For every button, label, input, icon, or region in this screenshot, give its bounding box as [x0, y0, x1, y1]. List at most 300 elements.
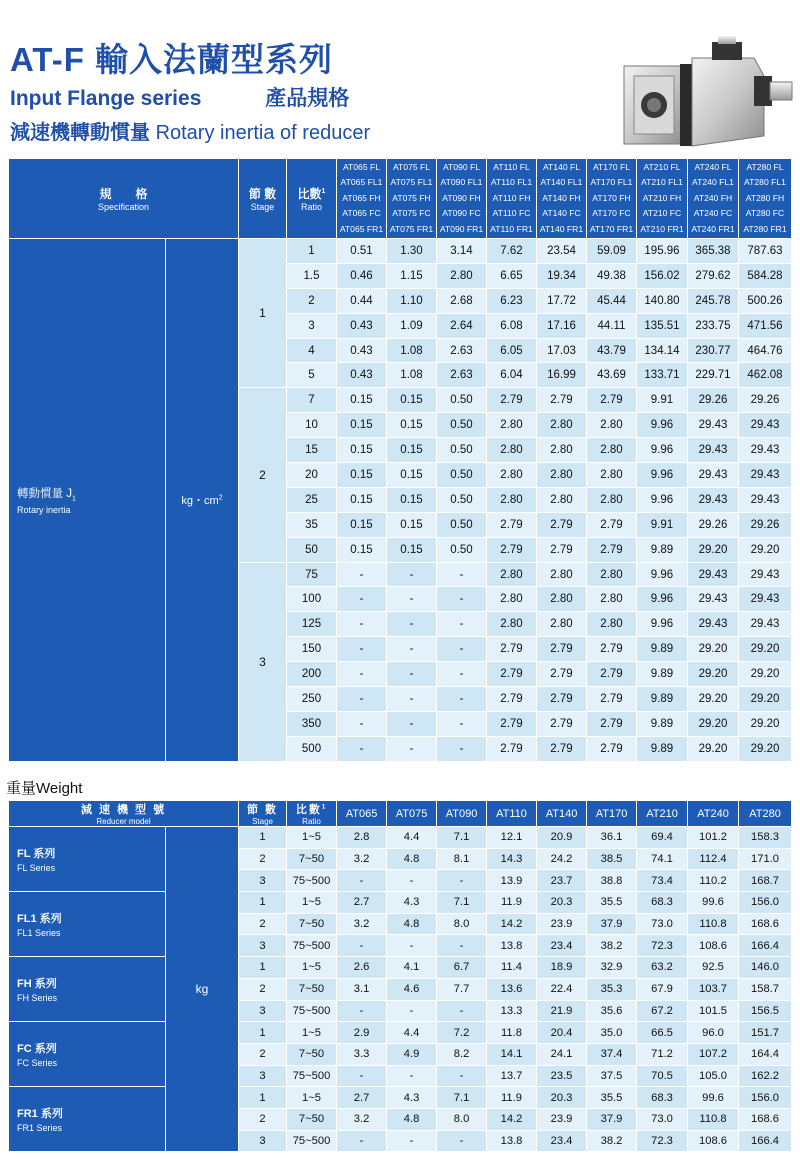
- inertia-value-cell: 29.26: [739, 512, 792, 537]
- weight-value-cell: 105.0: [688, 1065, 739, 1087]
- weight-value-cell: 35.5: [587, 892, 637, 914]
- inertia-value-cell: 29.20: [688, 736, 739, 761]
- weight-value-cell: 23.9: [537, 913, 587, 935]
- inertia-value-cell: 9.91: [637, 512, 688, 537]
- weight-value-cell: 23.7: [537, 870, 587, 892]
- weight-value-cell: 2.7: [337, 1087, 387, 1109]
- model-name: AT140 FR1: [539, 223, 584, 234]
- weight-stage-cell: 2: [239, 978, 287, 1000]
- model-name: AT090 FH: [442, 192, 481, 203]
- ratio-header-zh: [287, 185, 336, 202]
- weight-value-cell: 11.9: [487, 1087, 537, 1109]
- inertia-value-cell: -: [337, 687, 387, 712]
- weight-value-cell: 12.1: [487, 827, 537, 849]
- weight-value-cell: -: [337, 1130, 387, 1152]
- weight-value-cell: 96.0: [688, 1022, 739, 1044]
- model-name: AT170 FL1: [590, 177, 633, 188]
- inertia-value-cell: 2.63: [437, 363, 487, 388]
- weight-value-cell: -: [387, 935, 437, 957]
- inertia-value-cell: 6.04: [487, 363, 537, 388]
- weight-value-cell: 8.0: [437, 913, 487, 935]
- inertia-value-cell: 2.64: [437, 313, 487, 338]
- weight-value-cell: 22.4: [537, 978, 587, 1000]
- weight-value-cell: 20.9: [537, 827, 587, 849]
- inertia-value-cell: 2.79: [537, 637, 587, 662]
- weight-value-cell: 38.2: [587, 935, 637, 957]
- model-name: AT280 FR1: [743, 223, 787, 234]
- inertia-value-cell: 9.96: [637, 587, 688, 612]
- model-header: [637, 159, 688, 239]
- model-header: [387, 159, 437, 239]
- weight-value-cell: -: [387, 1130, 437, 1152]
- weight-value-cell: 32.9: [587, 957, 637, 979]
- ratio-cell: 7: [287, 388, 337, 413]
- series-label-en: FL Series: [17, 863, 56, 874]
- inertia-value-cell: -: [337, 612, 387, 637]
- weight-value-cell: 4.4: [387, 1022, 437, 1044]
- weight-value-cell: 24.2: [537, 848, 587, 870]
- weight-value-cell: 101.2: [688, 827, 739, 849]
- spec-header: [9, 159, 239, 239]
- inertia-value-cell: -: [337, 662, 387, 687]
- inertia-value-cell: 195.96: [637, 239, 688, 264]
- inertia-value-cell: -: [437, 711, 487, 736]
- inertia-value-cell: 2.80: [587, 562, 637, 587]
- inertia-value-cell: 0.50: [437, 438, 487, 463]
- weight-ratio-cell: 1~5: [287, 1022, 337, 1044]
- reducer-model-header: [9, 801, 239, 827]
- subtitle-zh: 產品規格: [265, 87, 350, 110]
- ratio-cell: 1.5: [287, 263, 337, 288]
- weight-value-cell: -: [437, 935, 487, 957]
- model-header: [537, 159, 587, 239]
- inertia-value-cell: 7.62: [487, 239, 537, 264]
- weight-ratio-footnote-mark: 1: [321, 804, 328, 811]
- weight-stage-cell: 2: [239, 848, 287, 870]
- inertia-value-cell: 29.43: [739, 587, 792, 612]
- inertia-value-cell: 2.79: [587, 711, 637, 736]
- inertia-value-cell: 135.51: [637, 313, 688, 338]
- weight-value-cell: 108.6: [688, 935, 739, 957]
- section-title-inertia: [10, 116, 370, 145]
- inertia-value-cell: 2.79: [537, 537, 587, 562]
- section-title-inertia-zh: 減速機轉動慣量: [10, 122, 150, 144]
- inertia-value-cell: 29.20: [739, 711, 792, 736]
- inertia-value-cell: -: [387, 587, 437, 612]
- inertia-value-cell: 29.43: [688, 413, 739, 438]
- inertia-value-cell: -: [387, 662, 437, 687]
- inertia-value-cell: 2.79: [587, 537, 637, 562]
- weight-value-cell: 112.4: [688, 848, 739, 870]
- model-name: AT110 FL: [493, 161, 530, 172]
- weight-row: [9, 892, 792, 914]
- weight-value-cell: -: [437, 1065, 487, 1087]
- weight-value-cell: 13.6: [487, 978, 537, 1000]
- weight-model-header: AT140: [537, 801, 587, 827]
- weight-ratio-header-zh-text: 比數: [295, 804, 322, 816]
- weight-value-cell: -: [437, 1130, 487, 1152]
- inertia-value-cell: 2.79: [487, 637, 537, 662]
- inertia-value-cell: 3.14: [437, 239, 487, 264]
- inertia-value-cell: 2.80: [587, 487, 637, 512]
- inertia-value-cell: 0.51: [337, 239, 387, 264]
- weight-value-cell: 162.2: [739, 1065, 792, 1087]
- model-name: AT090 FL1: [440, 177, 483, 188]
- weight-value-cell: -: [387, 870, 437, 892]
- inertia-value-cell: 2.80: [487, 612, 537, 637]
- inertia-value-cell: 2.79: [587, 736, 637, 761]
- inertia-value-cell: -: [437, 562, 487, 587]
- inertia-value-cell: 2.79: [537, 711, 587, 736]
- inertia-value-cell: 245.78: [688, 288, 739, 313]
- inertia-value-cell: 29.43: [739, 438, 792, 463]
- inertia-value-cell: 2.79: [487, 388, 537, 413]
- weight-stage-cell: 2: [239, 1043, 287, 1065]
- inertia-value-cell: -: [437, 612, 487, 637]
- section-title-weight-zh: 重量: [6, 780, 37, 797]
- inertia-value-cell: 9.89: [637, 537, 688, 562]
- weight-ratio-cell: 75~500: [287, 1130, 337, 1152]
- weight-value-cell: 13.9: [487, 870, 537, 892]
- model-name: AT170 FC: [592, 208, 631, 219]
- ratio-header-zh-text: 比數: [297, 187, 322, 201]
- inertia-value-cell: 9.89: [637, 711, 688, 736]
- weight-value-cell: 23.9: [537, 1108, 587, 1130]
- weight-value-cell: 37.4: [587, 1043, 637, 1065]
- inertia-value-cell: 1.30: [387, 239, 437, 264]
- inertia-value-cell: 0.15: [387, 413, 437, 438]
- weight-table: [8, 800, 792, 1152]
- inertia-value-cell: -: [337, 711, 387, 736]
- inertia-value-cell: 2.80: [487, 562, 537, 587]
- weight-value-cell: 4.8: [387, 848, 437, 870]
- inertia-value-cell: 230.77: [688, 338, 739, 363]
- weight-value-cell: 3.1: [337, 978, 387, 1000]
- weight-ratio-cell: 7~50: [287, 913, 337, 935]
- inertia-value-cell: 29.43: [739, 487, 792, 512]
- weight-value-cell: 67.9: [637, 978, 688, 1000]
- model-name: AT110 FC: [492, 208, 531, 219]
- weight-value-cell: -: [437, 870, 487, 892]
- inertia-value-cell: -: [437, 587, 487, 612]
- model-name: AT075 FC: [392, 208, 431, 219]
- model-name: AT240 FL: [694, 161, 732, 172]
- weight-ratio-cell: 7~50: [287, 1108, 337, 1130]
- weight-value-cell: 13.3: [487, 1000, 537, 1022]
- weight-value-cell: -: [337, 1065, 387, 1087]
- inertia-value-cell: 45.44: [587, 288, 637, 313]
- inertia-value-cell: 2.80: [587, 612, 637, 637]
- inertia-value-cell: 0.43: [337, 363, 387, 388]
- weight-value-cell: 68.3: [637, 892, 688, 914]
- inertia-value-cell: 29.43: [688, 562, 739, 587]
- inertia-value-cell: -: [387, 711, 437, 736]
- weight-value-cell: 37.5: [587, 1065, 637, 1087]
- weight-value-cell: 37.9: [587, 1108, 637, 1130]
- inertia-value-cell: 29.20: [688, 537, 739, 562]
- inertia-value-cell: 2.79: [537, 662, 587, 687]
- inertia-value-cell: -: [437, 687, 487, 712]
- ratio-cell: 5: [287, 363, 337, 388]
- inertia-value-cell: 9.89: [637, 637, 688, 662]
- weight-model-header: AT065: [337, 801, 387, 827]
- weight-row: [9, 827, 792, 849]
- model-name: AT280 FL1: [744, 177, 786, 188]
- ratio-cell: 50: [287, 537, 337, 562]
- weight-value-cell: 8.1: [437, 848, 487, 870]
- weight-value-cell: 156.0: [739, 1087, 792, 1109]
- model-name: AT090 FC: [442, 208, 481, 219]
- weight-value-cell: 156.0: [739, 892, 792, 914]
- inertia-value-cell: 2.79: [537, 512, 587, 537]
- model-name: AT075 FH: [392, 192, 431, 203]
- inertia-row: [9, 239, 792, 264]
- inertia-value-cell: 2.80: [487, 487, 537, 512]
- ratio-cell: 150: [287, 637, 337, 662]
- weight-value-cell: 37.9: [587, 913, 637, 935]
- spec-header-en: Specification: [97, 202, 150, 212]
- inertia-value-cell: 0.50: [437, 413, 487, 438]
- model-name: AT110 FR1: [490, 223, 533, 234]
- inertia-value-cell: 43.69: [587, 363, 637, 388]
- weight-value-cell: 166.4: [739, 935, 792, 957]
- weight-ratio-cell: 1~5: [287, 827, 337, 849]
- model-name: AT065 FL1: [340, 177, 383, 188]
- weight-ratio-cell: 75~500: [287, 1000, 337, 1022]
- inertia-value-cell: 29.20: [739, 687, 792, 712]
- inertia-value-cell: 29.20: [688, 637, 739, 662]
- inertia-value-cell: 29.43: [688, 438, 739, 463]
- weight-value-cell: 3.2: [337, 848, 387, 870]
- model-name: AT110 FL1: [490, 177, 533, 188]
- inertia-value-cell: 29.20: [688, 711, 739, 736]
- inertia-value-cell: 9.96: [637, 438, 688, 463]
- weight-value-cell: 13.8: [487, 935, 537, 957]
- weight-stage-header-en: Stage: [252, 817, 273, 826]
- ratio-cell: 35: [287, 512, 337, 537]
- weight-stage-cell: 1: [239, 827, 287, 849]
- weight-ratio-cell: 1~5: [287, 892, 337, 914]
- inertia-value-cell: 9.89: [637, 687, 688, 712]
- series-label: [9, 1087, 166, 1152]
- inertia-value-cell: 29.43: [739, 562, 792, 587]
- weight-value-cell: 103.7: [688, 978, 739, 1000]
- ratio-cell: 100: [287, 587, 337, 612]
- model-name: AT170 FR1: [589, 223, 634, 234]
- inertia-value-cell: 500.26: [739, 288, 792, 313]
- inertia-value-cell: 0.50: [437, 537, 487, 562]
- model-name: AT065 FR1: [339, 223, 384, 234]
- weight-value-cell: 4.1: [387, 957, 437, 979]
- model-name: AT065 FC: [342, 208, 381, 219]
- inertia-value-cell: 9.91: [637, 388, 688, 413]
- inertia-value-cell: 2.80: [487, 587, 537, 612]
- inertia-label-en: Rotary inertia: [17, 504, 71, 515]
- inertia-value-cell: 1.10: [387, 288, 437, 313]
- weight-ratio-cell: 75~500: [287, 935, 337, 957]
- model-header: [688, 159, 739, 239]
- inertia-value-cell: 0.15: [337, 438, 387, 463]
- weight-value-cell: 99.6: [688, 1087, 739, 1109]
- inertia-value-cell: 29.43: [739, 413, 792, 438]
- weight-value-cell: 8.0: [437, 1108, 487, 1130]
- weight-model-header: AT110: [487, 801, 537, 827]
- inertia-unit-text: kg・cm: [181, 494, 219, 507]
- weight-value-cell: 14.2: [487, 913, 537, 935]
- inertia-value-cell: 140.80: [637, 288, 688, 313]
- weight-value-cell: 3.2: [337, 1108, 387, 1130]
- weight-model-header: AT210: [637, 801, 688, 827]
- weight-value-cell: 38.2: [587, 1130, 637, 1152]
- ratio-cell: 15: [287, 438, 337, 463]
- inertia-value-cell: 2.80: [537, 562, 587, 587]
- inertia-value-cell: 464.76: [739, 338, 792, 363]
- inertia-value-cell: -: [387, 612, 437, 637]
- gearbox-product-image: [614, 36, 794, 158]
- inertia-value-cell: 2.79: [487, 662, 537, 687]
- weight-value-cell: 3.2: [337, 913, 387, 935]
- inertia-row-label: [9, 239, 166, 762]
- ratio-header-en: Ratio: [300, 202, 322, 212]
- inertia-unit: [166, 239, 239, 762]
- weight-value-cell: -: [387, 1065, 437, 1087]
- inertia-value-cell: 9.89: [637, 736, 688, 761]
- series-label-en: FH Series: [17, 993, 58, 1004]
- inertia-value-cell: 787.63: [739, 239, 792, 264]
- weight-model-header: AT170: [587, 801, 637, 827]
- weight-value-cell: 23.4: [537, 1130, 587, 1152]
- inertia-value-cell: 2.80: [587, 413, 637, 438]
- weight-ratio-cell: 7~50: [287, 1043, 337, 1065]
- series-label-en: FL1 Series: [17, 928, 61, 939]
- weight-value-cell: 2.9: [337, 1022, 387, 1044]
- inertia-value-cell: 2.79: [537, 687, 587, 712]
- weight-model-header: AT240: [688, 801, 739, 827]
- weight-value-cell: 38.8: [587, 870, 637, 892]
- weight-stage-cell: 2: [239, 1108, 287, 1130]
- inertia-value-cell: 2.79: [587, 388, 637, 413]
- weight-model-header: AT280: [739, 801, 792, 827]
- inertia-value-cell: -: [387, 736, 437, 761]
- inertia-value-cell: 0.15: [387, 537, 437, 562]
- inertia-value-cell: 0.15: [387, 438, 437, 463]
- ratio-cell: 1: [287, 239, 337, 264]
- weight-value-cell: 4.8: [387, 1108, 437, 1130]
- weight-value-cell: -: [437, 1000, 487, 1022]
- weight-ratio-header-zh: [287, 801, 336, 817]
- weight-value-cell: 108.6: [688, 1130, 739, 1152]
- inertia-value-cell: 134.14: [637, 338, 688, 363]
- inertia-value-cell: 17.72: [537, 288, 587, 313]
- weight-ratio-cell: 75~500: [287, 870, 337, 892]
- weight-ratio-cell: 75~500: [287, 1065, 337, 1087]
- inertia-label-sub: 1: [71, 495, 76, 503]
- weight-value-cell: 107.2: [688, 1043, 739, 1065]
- series-label-zh: FH 系列: [17, 978, 57, 991]
- weight-value-cell: 70.5: [637, 1065, 688, 1087]
- inertia-value-cell: -: [387, 637, 437, 662]
- inertia-value-cell: 0.15: [387, 487, 437, 512]
- inertia-value-cell: 2.79: [587, 512, 637, 537]
- model-header: [487, 159, 537, 239]
- inertia-value-cell: 29.20: [739, 736, 792, 761]
- inertia-value-cell: 0.15: [387, 512, 437, 537]
- weight-value-cell: -: [387, 1000, 437, 1022]
- inertia-value-cell: 229.71: [688, 363, 739, 388]
- model-name: AT240 FH: [693, 192, 733, 203]
- inertia-value-cell: 17.03: [537, 338, 587, 363]
- model-name: AT140 FL1: [540, 177, 583, 188]
- model-name: AT240 FR1: [691, 223, 735, 234]
- weight-value-cell: 101.5: [688, 1000, 739, 1022]
- inertia-value-cell: 462.08: [739, 363, 792, 388]
- inertia-value-cell: 0.15: [337, 537, 387, 562]
- ratio-cell: 25: [287, 487, 337, 512]
- ratio-cell: 3: [287, 313, 337, 338]
- weight-stage-cell: 3: [239, 935, 287, 957]
- model-header: [739, 159, 792, 239]
- weight-value-cell: 2.7: [337, 892, 387, 914]
- weight-value-cell: 156.5: [739, 1000, 792, 1022]
- weight-value-cell: 4.4: [387, 827, 437, 849]
- inertia-value-cell: 2.80: [537, 438, 587, 463]
- rotary-inertia-table: [8, 158, 792, 762]
- weight-value-cell: 92.5: [688, 957, 739, 979]
- weight-ratio-cell: 7~50: [287, 978, 337, 1000]
- inertia-value-cell: 2.79: [587, 662, 637, 687]
- model-name: AT210 FH: [642, 192, 682, 203]
- inertia-value-cell: 9.96: [637, 413, 688, 438]
- weight-value-cell: 14.1: [487, 1043, 537, 1065]
- model-header: [437, 159, 487, 239]
- model-name: AT210 FC: [642, 208, 682, 219]
- inertia-label-zh-text: 轉動慣量 J: [17, 488, 72, 501]
- inertia-value-cell: 0.15: [337, 388, 387, 413]
- weight-value-cell: 146.0: [739, 957, 792, 979]
- inertia-value-cell: 2.80: [587, 463, 637, 488]
- weight-value-cell: 20.3: [537, 892, 587, 914]
- weight-value-cell: 13.8: [487, 1130, 537, 1152]
- weight-value-cell: 168.6: [739, 913, 792, 935]
- weight-value-cell: 68.3: [637, 1087, 688, 1109]
- inertia-value-cell: 6.08: [487, 313, 537, 338]
- inertia-value-cell: -: [337, 562, 387, 587]
- weight-value-cell: 35.5: [587, 1087, 637, 1109]
- weight-value-cell: 73.0: [637, 913, 688, 935]
- inertia-value-cell: -: [337, 736, 387, 761]
- weight-value-cell: 14.3: [487, 848, 537, 870]
- model-name: AT065 FH: [342, 192, 381, 203]
- inertia-value-cell: 2.80: [437, 263, 487, 288]
- weight-value-cell: 24.1: [537, 1043, 587, 1065]
- model-name: AT140 FC: [542, 208, 581, 219]
- inertia-value-cell: 2.80: [537, 612, 587, 637]
- weight-value-cell: 166.4: [739, 1130, 792, 1152]
- model-name: AT210 FL1: [641, 177, 683, 188]
- inertia-value-cell: 365.38: [688, 239, 739, 264]
- inertia-value-cell: 2.79: [487, 537, 537, 562]
- model-name: AT140 FH: [542, 192, 581, 203]
- inertia-value-cell: 2.63: [437, 338, 487, 363]
- weight-value-cell: 4.3: [387, 1087, 437, 1109]
- weight-ratio-cell: 1~5: [287, 957, 337, 979]
- model-name: AT280 FC: [745, 208, 785, 219]
- weight-value-cell: 69.4: [637, 827, 688, 849]
- weight-value-cell: 72.3: [637, 1130, 688, 1152]
- inertia-value-cell: 0.15: [337, 463, 387, 488]
- model-name: AT280 FH: [745, 192, 785, 203]
- model-name: AT075 FL: [392, 161, 431, 172]
